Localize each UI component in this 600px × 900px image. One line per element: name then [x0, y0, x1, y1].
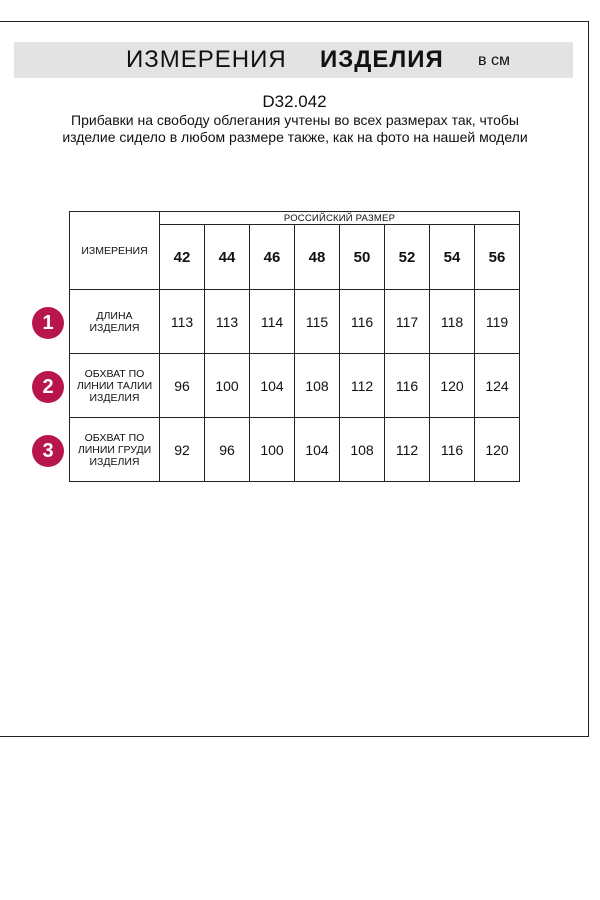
article-code: D32.042 — [262, 92, 327, 111]
size-header: 54 — [430, 225, 475, 290]
table-cell: 100 — [205, 354, 250, 418]
size-header: 42 — [160, 225, 205, 290]
size-header: 56 — [475, 225, 520, 290]
header-title-product: ИЗДЕЛИЯ — [320, 46, 444, 73]
table-cell: 114 — [250, 290, 295, 354]
table-row — [70, 418, 520, 482]
size-header: 52 — [385, 225, 430, 290]
size-header: 48 — [295, 225, 340, 290]
table-cell: 119 — [475, 290, 520, 354]
header-unit: в см — [478, 52, 510, 69]
size-header: 50 — [340, 225, 385, 290]
table-cell: 96 — [160, 354, 205, 418]
row-number-badge: 1 — [32, 307, 64, 339]
table-cell: 113 — [160, 290, 205, 354]
table-cell: 124 — [475, 354, 520, 418]
table-cell: 108 — [340, 418, 385, 482]
size-header: 44 — [205, 225, 250, 290]
table-cell: 112 — [340, 354, 385, 418]
size-header: 46 — [250, 225, 295, 290]
table-cell: 120 — [475, 418, 520, 482]
table-cell: 116 — [340, 290, 385, 354]
table-cell: 116 — [385, 354, 430, 418]
size-table — [69, 211, 520, 482]
table-cell: 96 — [205, 418, 250, 482]
table-cell: 113 — [205, 290, 250, 354]
row-number-badge: 2 — [32, 371, 64, 403]
measurements-header-cell: ИЗМЕРЕНИЯ — [70, 212, 160, 290]
table-cell: 117 — [385, 290, 430, 354]
row-label: ОБХВАТ ПО ЛИНИИ ТАЛИИ ИЗДЕЛИЯ — [70, 354, 160, 418]
table-cell: 104 — [250, 354, 295, 418]
table-cell: 116 — [430, 418, 475, 482]
fit-note: Прибавки на свободу облегания учтены во всех размерах так, чтобы изделие сидело в любом размере также, как на фото на нашей модели — [62, 112, 528, 145]
table-cell: 100 — [250, 418, 295, 482]
table-cell: 118 — [430, 290, 475, 354]
russian-size-header: РОССИЙСКИЙ РАЗМЕР — [160, 212, 520, 225]
table-cell: 120 — [430, 354, 475, 418]
row-number-badge: 3 — [32, 435, 64, 467]
table-row — [70, 290, 520, 354]
table-cell: 112 — [385, 418, 430, 482]
table-cell: 115 — [295, 290, 340, 354]
table-cell: 108 — [295, 354, 340, 418]
row-label: ОБХВАТ ПО ЛИНИИ ГРУДИ ИЗДЕЛИЯ — [70, 418, 160, 482]
header-title-measurements: ИЗМЕРЕНИЯ — [126, 46, 287, 73]
table-cell: 92 — [160, 418, 205, 482]
table-row — [70, 354, 520, 418]
table-cell: 104 — [295, 418, 340, 482]
row-label: ДЛИНА ИЗДЕЛИЯ — [70, 290, 160, 354]
